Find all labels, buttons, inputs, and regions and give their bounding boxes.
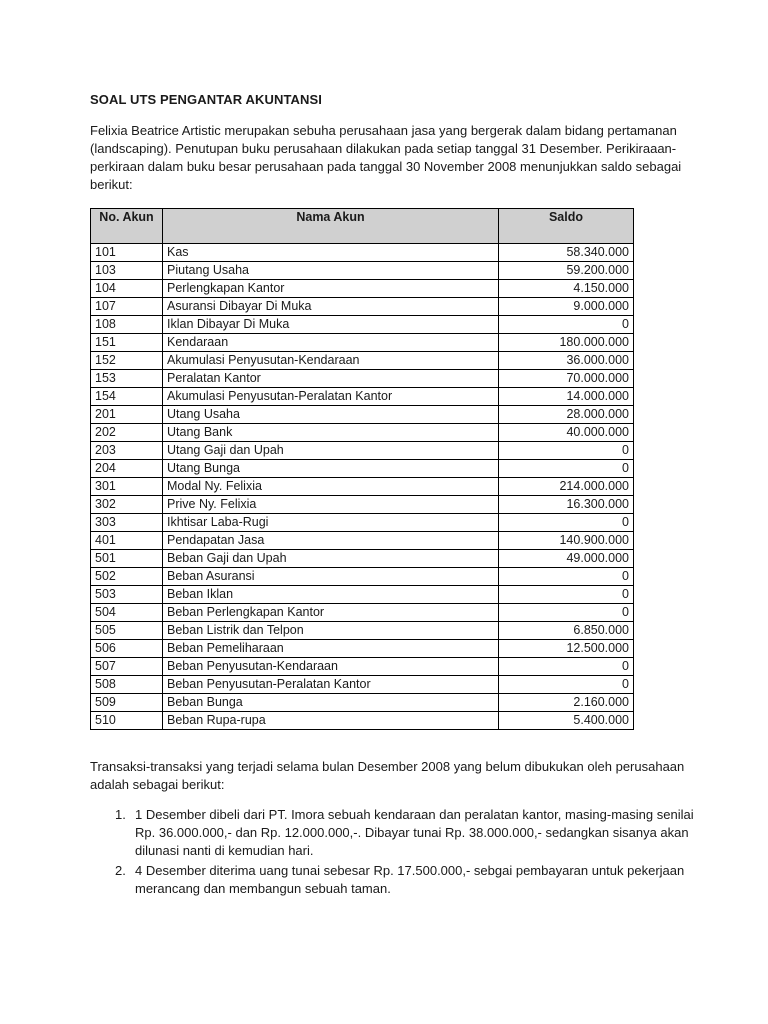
account-number-cell: 502 (91, 568, 163, 586)
table-row (91, 568, 634, 586)
balance-cell: 0 (499, 460, 634, 478)
balance-cell: 58.340.000 (499, 244, 634, 262)
account-name-cell: Asuransi Dibayar Di Muka (163, 298, 499, 316)
document-title: SOAL UTS PENGANTAR AKUNTANSI (90, 92, 322, 107)
table-row (91, 604, 634, 622)
transactions-intro-line: Transaksi-transaksi yang terjadi selama bulan Desember 2008 yang belum dibukukan oleh perusahaan (90, 759, 685, 774)
table-header-row (91, 209, 634, 244)
account-number-cell: 153 (91, 370, 163, 388)
table-row (91, 244, 634, 262)
account-number-cell: 101 (91, 244, 163, 262)
balance-cell: 2.160.000 (499, 694, 634, 712)
transaction-number: 1. (115, 807, 126, 822)
account-number-cell: 510 (91, 712, 163, 730)
balance-cell: 6.850.000 (499, 622, 634, 640)
table-row (91, 478, 634, 496)
account-number-cell: 103 (91, 262, 163, 280)
account-name-cell: Utang Usaha (163, 406, 499, 424)
balance-cell: 0 (499, 568, 634, 586)
transaction-number: 2. (115, 863, 126, 878)
balance-cell: 180.000.000 (499, 334, 634, 352)
table-row (91, 712, 634, 730)
account-name-cell: Prive Ny. Felixia (163, 496, 499, 514)
table-row (91, 352, 634, 370)
balance-cell: 140.900.000 (499, 532, 634, 550)
table-row (91, 442, 634, 460)
balance-cell: 0 (499, 514, 634, 532)
transaction-line: 4 Desember diterima uang tunai sebesar Rp. 17.500.000,- sebgai pembayaran untuk pekerjaan (135, 863, 685, 878)
transactions-intro (90, 758, 685, 794)
balance-cell: 36.000.000 (499, 352, 634, 370)
intro-line: perkiraan dalam buku besar perusahaan pada tanggal 30 November 2008 menunjukkan saldo sebagai (90, 159, 682, 174)
balance-cell: 14.000.000 (499, 388, 634, 406)
table-row (91, 424, 634, 442)
transaction-item (90, 862, 685, 898)
transaction-item (90, 806, 694, 860)
transactions-list (90, 806, 694, 900)
table-row (91, 586, 634, 604)
account-name-cell: Peralatan Kantor (163, 370, 499, 388)
transaction-line: merancang dan membangun sebuah taman. (135, 881, 391, 896)
account-name-cell: Beban Asuransi (163, 568, 499, 586)
accounts-table-body (91, 244, 634, 730)
header-balance: Saldo (499, 209, 634, 244)
balance-cell: 0 (499, 604, 634, 622)
balance-cell: 16.300.000 (499, 496, 634, 514)
table-row (91, 622, 634, 640)
account-name-cell: Beban Bunga (163, 694, 499, 712)
intro-line: Felixia Beatrice Artistic merupakan sebuha perusahaan jasa yang bergerak dalam bidang pertamanan (90, 123, 677, 138)
intro-paragraph (90, 122, 680, 194)
table-row (91, 514, 634, 532)
account-name-cell: Ikhtisar Laba-Rugi (163, 514, 499, 532)
table-row (91, 640, 634, 658)
balance-cell: 0 (499, 658, 634, 676)
header-account-number: No. Akun (91, 209, 163, 244)
account-name-cell: Beban Pemeliharaan (163, 640, 499, 658)
account-name-cell: Akumulasi Penyusutan-Peralatan Kantor (163, 388, 499, 406)
header-account-name: Nama Akun (163, 209, 499, 244)
account-name-cell: Kas (163, 244, 499, 262)
account-number-cell: 507 (91, 658, 163, 676)
account-name-cell: Perlengkapan Kantor (163, 280, 499, 298)
balance-cell: 28.000.000 (499, 406, 634, 424)
table-row (91, 550, 634, 568)
account-name-cell: Beban Listrik dan Telpon (163, 622, 499, 640)
account-name-cell: Iklan Dibayar Di Muka (163, 316, 499, 334)
account-number-cell: 509 (91, 694, 163, 712)
transaction-line: 1 Desember dibeli dari PT. Imora sebuah kendaraan dan peralatan kantor, masing-masing senilai (135, 807, 694, 822)
table-row (91, 532, 634, 550)
table-row (91, 280, 634, 298)
table-row (91, 262, 634, 280)
table-row (91, 658, 634, 676)
account-name-cell: Utang Bunga (163, 460, 499, 478)
account-name-cell: Pendapatan Jasa (163, 532, 499, 550)
account-name-cell: Beban Penyusutan-Kendaraan (163, 658, 499, 676)
balance-cell: 40.000.000 (499, 424, 634, 442)
account-number-cell: 303 (91, 514, 163, 532)
account-name-cell: Utang Gaji dan Upah (163, 442, 499, 460)
account-name-cell: Beban Gaji dan Upah (163, 550, 499, 568)
balance-cell: 9.000.000 (499, 298, 634, 316)
table-row (91, 334, 634, 352)
balance-cell: 0 (499, 676, 634, 694)
table-row (91, 460, 634, 478)
transactions-intro-line: adalah sebagai berikut: (90, 777, 225, 792)
account-number-cell: 152 (91, 352, 163, 370)
balance-cell: 59.200.000 (499, 262, 634, 280)
account-number-cell: 302 (91, 496, 163, 514)
table-row (91, 694, 634, 712)
account-number-cell: 505 (91, 622, 163, 640)
balance-cell: 70.000.000 (499, 370, 634, 388)
account-name-cell: Kendaraan (163, 334, 499, 352)
account-name-cell: Beban Rupa-rupa (163, 712, 499, 730)
accounts-table (90, 208, 634, 730)
account-number-cell: 501 (91, 550, 163, 568)
balance-cell: 0 (499, 586, 634, 604)
account-number-cell: 401 (91, 532, 163, 550)
balance-cell: 4.150.000 (499, 280, 634, 298)
transaction-line: dilunasi nanti di kemudian hari. (135, 843, 314, 858)
account-name-cell: Akumulasi Penyusutan-Kendaraan (163, 352, 499, 370)
balance-cell: 0 (499, 442, 634, 460)
table-row (91, 496, 634, 514)
account-name-cell: Beban Penyusutan-Peralatan Kantor (163, 676, 499, 694)
account-name-cell: Modal Ny. Felixia (163, 478, 499, 496)
balance-cell: 5.400.000 (499, 712, 634, 730)
account-number-cell: 108 (91, 316, 163, 334)
account-name-cell: Piutang Usaha (163, 262, 499, 280)
account-number-cell: 104 (91, 280, 163, 298)
account-number-cell: 506 (91, 640, 163, 658)
account-number-cell: 151 (91, 334, 163, 352)
account-number-cell: 201 (91, 406, 163, 424)
account-name-cell: Beban Iklan (163, 586, 499, 604)
balance-cell: 0 (499, 316, 634, 334)
account-number-cell: 503 (91, 586, 163, 604)
account-number-cell: 203 (91, 442, 163, 460)
account-number-cell: 204 (91, 460, 163, 478)
intro-line: (landscaping). Penutupan buku perusahaan dilakukan pada setiap tanggal 31 Desember. Perikiraaan- (90, 141, 677, 156)
account-number-cell: 301 (91, 478, 163, 496)
intro-line: berikut: (90, 177, 133, 192)
account-number-cell: 508 (91, 676, 163, 694)
account-name-cell: Beban Perlengkapan Kantor (163, 604, 499, 622)
account-number-cell: 154 (91, 388, 163, 406)
table-row (91, 316, 634, 334)
table-row (91, 406, 634, 424)
balance-cell: 214.000.000 (499, 478, 634, 496)
account-number-cell: 202 (91, 424, 163, 442)
balance-cell: 49.000.000 (499, 550, 634, 568)
table-row (91, 370, 634, 388)
table-row (91, 676, 634, 694)
account-number-cell: 107 (91, 298, 163, 316)
table-row (91, 388, 634, 406)
transaction-line: Rp. 36.000.000,- dan Rp. 12.000.000,-. Dibayar tunai Rp. 38.000.000,- sedangkan sisanya akan (135, 825, 689, 840)
table-row (91, 298, 634, 316)
balance-cell: 12.500.000 (499, 640, 634, 658)
account-name-cell: Utang Bank (163, 424, 499, 442)
account-number-cell: 504 (91, 604, 163, 622)
